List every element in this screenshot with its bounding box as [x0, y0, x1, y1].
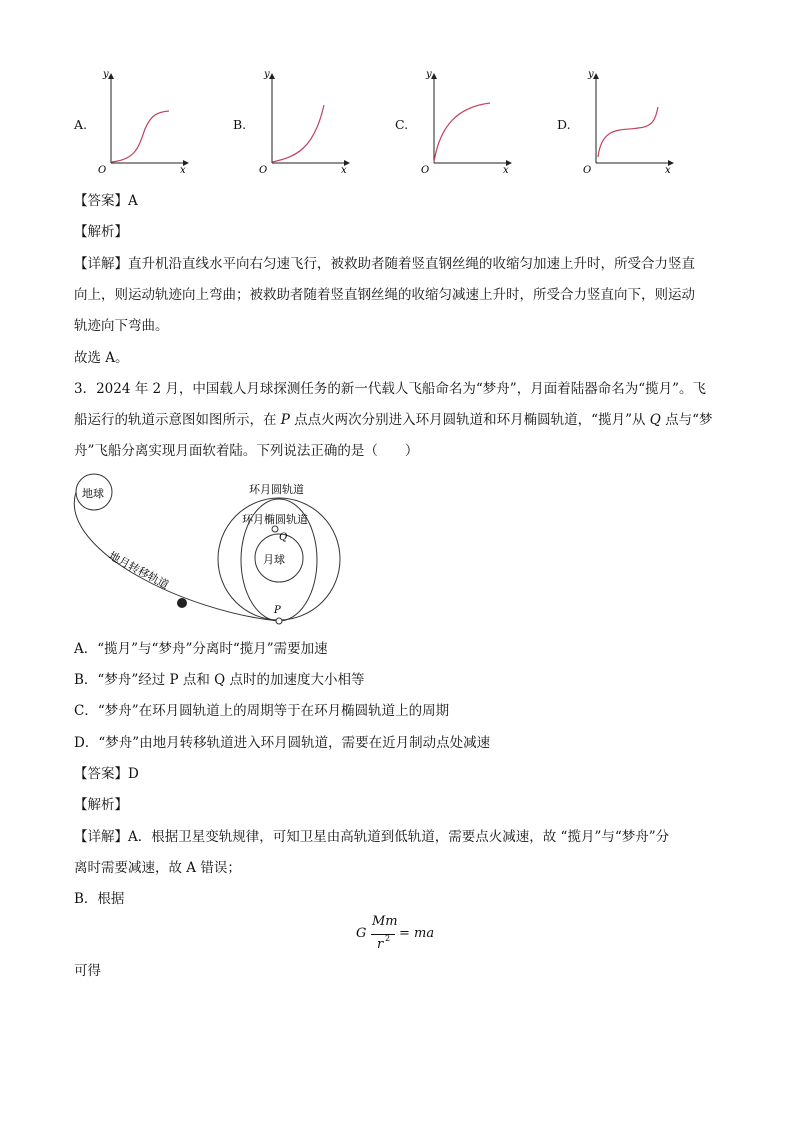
graph-c-x: x	[503, 165, 509, 175]
graph-a-y: y	[103, 69, 109, 80]
graph-a-o: O	[98, 165, 107, 175]
graph-c-o: O	[421, 165, 430, 175]
formula-fraction-bar	[371, 934, 395, 935]
q3-line-2-p: P	[280, 412, 290, 428]
point-p-label: P	[274, 605, 281, 616]
q3-option-a: A．“揽月”与“梦舟”分离时“揽月”需要加速	[74, 641, 328, 657]
graph-b-o: O	[259, 165, 268, 175]
graph-b-y: y	[264, 69, 270, 80]
q2-answer: 【答案】A	[74, 193, 138, 209]
q2-choose: 故选 A。	[74, 350, 129, 366]
q3-line-2-q: Q	[649, 412, 661, 428]
q3-analysis: 【解析】	[74, 797, 128, 813]
q3-line-2b: 点点火两次分别进入环月圆轨道和环月椭圆轨道，“揽月”从	[289, 412, 650, 428]
transfer-orbit	[74, 492, 279, 621]
elliptical-orbit-label: 环月椭圆轨道	[242, 513, 308, 526]
q2-detail-tag: 【详解】	[74, 256, 128, 272]
q2-detail-2: 向上，则运动轨迹向上弯曲；被救助者随着竖直钢丝绳的收缩匀减速上升时，所受合力竖直向下，则运动	[74, 287, 695, 303]
earth-label: 地球	[82, 487, 104, 500]
q3-line-2a: 船运行的轨道示意图如图所示，在	[74, 412, 281, 428]
q3-b-intro: B．根据	[74, 891, 125, 907]
q3-line-2c: 点与“梦	[660, 412, 713, 428]
graph-a	[95, 65, 195, 175]
moon-label: 月球	[263, 553, 285, 566]
formula-g: G	[356, 926, 367, 941]
formula-exponent: 2	[385, 934, 391, 943]
graph-d-o: O	[583, 165, 592, 175]
graph-d	[580, 65, 680, 175]
q3-detail-text-1: A．根据卫星变轨规律，可知卫星由高轨道到低轨道，需要点火减速，故 “揽月”与“梦舟”分	[128, 829, 670, 845]
circular-orbit-label: 环月圆轨道	[249, 483, 304, 496]
q3-detail-tag: 【详解】	[74, 829, 128, 845]
formula-denominator: r	[377, 937, 384, 952]
graph-b-x: x	[341, 165, 347, 175]
graph-c	[418, 65, 518, 175]
graph-a-label: A.	[74, 117, 88, 132]
q3-option-d: D．“梦舟”由地月转移轨道进入环月圆轨道，需要在近月制动点处减速	[74, 735, 491, 751]
point-q-label: Q	[279, 532, 288, 543]
point-p	[276, 618, 282, 624]
graph-d-label: D.	[557, 117, 571, 132]
point-q	[272, 526, 278, 532]
transfer-label: 地月转移轨道	[106, 549, 171, 592]
graph-c-label: C.	[395, 117, 409, 132]
q3-option-c: C．“梦舟”在环月圆轨道上的周期等于在环月椭圆轨道上的周期	[74, 703, 450, 719]
q2-detail-1	[74, 254, 695, 274]
graph-b-label: B.	[233, 117, 247, 132]
graph-d-x: x	[665, 165, 671, 175]
q3-option-b: B．“梦舟”经过 P 点和 Q 点时的加速度大小相等	[74, 672, 365, 688]
orbit-diagram	[66, 470, 356, 630]
q3-result: 可得	[74, 963, 101, 979]
q2-detail-3: 轨迹向下弯曲。	[74, 318, 169, 334]
formula-rhs: = ma	[399, 926, 435, 941]
graph-b	[256, 65, 356, 175]
q3-detail-2: 离时需要减速，故 A 错误；	[74, 860, 241, 876]
q3-line-1: 3．2024 年 2 月，中国载人月球探测任务的新一代载人飞船命名为“梦舟”，月面着陆器命名为“揽月”。飞	[74, 381, 707, 397]
q2-analysis: 【解析】	[74, 224, 128, 240]
q2-detail-text-1: 直升机沿直线水平向右匀速飞行，被救助者随着竖直钢丝绳的收缩匀加速上升时，所受合力竖直	[128, 256, 695, 272]
q3-line-3: 舟”飞船分离实现月面软着陆。下列说法正确的是（ ）	[74, 443, 419, 459]
q3-detail-1	[74, 827, 669, 847]
graph-a-x: x	[180, 165, 186, 175]
q3-answer: 【答案】D	[74, 766, 139, 782]
transfer-dot	[177, 598, 187, 608]
formula-numerator: Mm	[372, 914, 398, 929]
graph-c-y: y	[426, 69, 432, 80]
graph-d-y: y	[588, 69, 594, 80]
q3-line-2	[74, 410, 713, 430]
